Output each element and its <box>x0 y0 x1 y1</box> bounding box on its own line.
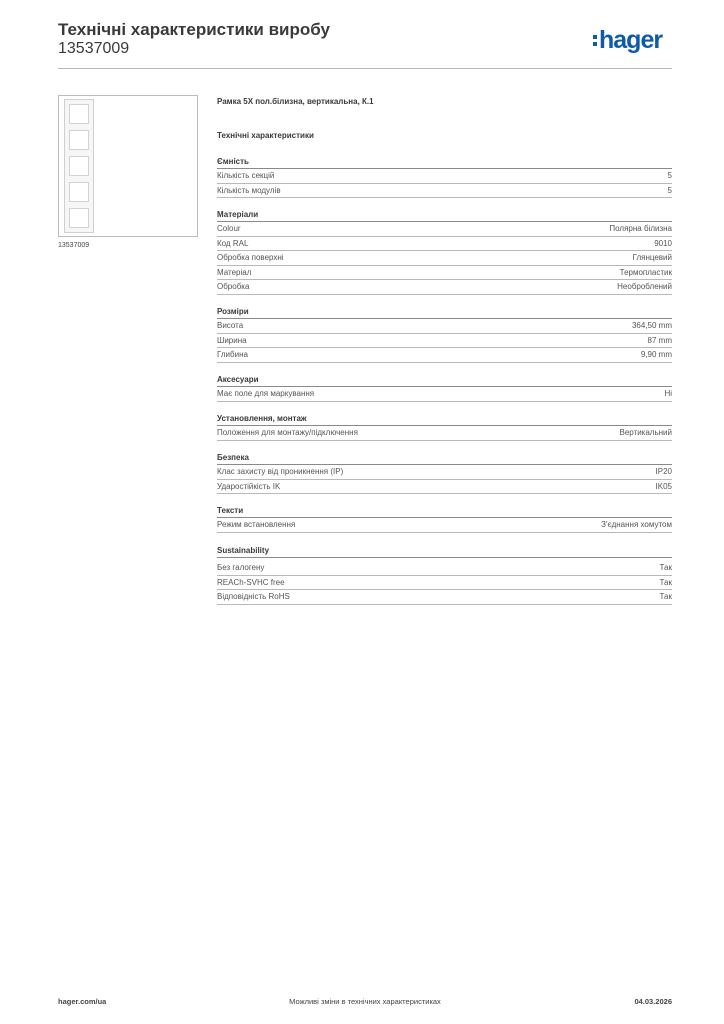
frame-slot <box>69 104 89 124</box>
product-name: Рамка 5X пол.білизна, вертикальна, К.1 <box>217 97 374 106</box>
section-title: Розміри <box>217 305 672 319</box>
spec-label: Colour <box>217 224 241 233</box>
spec-label: Режим встановлення <box>217 520 296 529</box>
spec-label: Код RAL <box>217 238 249 248</box>
section-title: Безпека <box>217 451 672 465</box>
spec-row <box>217 266 672 281</box>
spec-row <box>217 561 672 576</box>
spec-row <box>217 222 672 237</box>
section-title: Тексти <box>217 504 672 518</box>
footer-note: Можливі зміни в технічних характеристиках <box>289 997 441 1006</box>
section-materials <box>217 208 672 295</box>
section-title: Установлення, монтаж <box>217 412 672 426</box>
spec-value: Необроблений <box>617 282 672 291</box>
spec-value: Так <box>659 577 672 587</box>
hager-logo <box>593 27 673 57</box>
spec-label: Глибина <box>217 350 248 359</box>
spec-row <box>217 334 672 349</box>
spec-value: Так <box>659 592 672 601</box>
spec-value: З'єднання хомутом <box>601 520 672 529</box>
spec-label: Кількість модулів <box>217 185 281 195</box>
product-image <box>58 95 198 237</box>
section-installation <box>217 412 672 441</box>
spec-label: Кількість секцій <box>217 171 275 180</box>
spec-label: Обробка поверхні <box>217 253 284 262</box>
spec-value: 5 <box>667 185 672 195</box>
spec-label: REACh-SVHC free <box>217 577 285 587</box>
spec-value: IP20 <box>655 467 672 476</box>
spec-row <box>217 348 672 363</box>
spec-row <box>217 426 672 441</box>
logo-dots-icon <box>593 35 597 49</box>
spec-row <box>217 590 672 605</box>
section-title: Аксесуари <box>217 373 672 387</box>
section-title: Матеріали <box>217 208 672 222</box>
frame-slot <box>69 182 89 202</box>
spec-row <box>217 280 672 295</box>
spec-row <box>217 465 672 480</box>
spec-row <box>217 169 672 184</box>
spec-value: Так <box>659 563 672 572</box>
image-caption: 13537009 <box>58 242 90 249</box>
spec-row <box>217 576 672 591</box>
spec-heading: Технічні характеристики <box>217 131 314 140</box>
spec-value: IK05 <box>655 481 672 491</box>
footer-date: 04.03.2026 <box>634 997 672 1006</box>
spec-label: Має поле для маркування <box>217 389 315 398</box>
spec-value: Термопластик <box>619 267 672 277</box>
spec-label: Ширина <box>217 335 247 345</box>
spec-label: Висота <box>217 321 244 330</box>
spec-row <box>217 319 672 334</box>
spec-value: 9010 <box>654 238 672 248</box>
spec-label: Відповідність RoHS <box>217 592 290 601</box>
spec-label: Клас захисту від проникнення (IP) <box>217 467 344 476</box>
page-title: Технічні характеристики виробу <box>58 20 330 39</box>
section-title: Ємність <box>217 155 672 169</box>
header-divider <box>58 68 672 69</box>
frame-slot <box>69 156 89 176</box>
frame-slot <box>69 130 89 150</box>
frame-illustration <box>64 99 94 233</box>
footer-website[interactable]: hager.com/ua <box>58 997 107 1006</box>
section-safety <box>217 451 672 494</box>
spec-value: 5 <box>667 171 672 180</box>
spec-label: Ударостійкість IK <box>217 481 281 491</box>
spec-row <box>217 184 672 199</box>
spec-value: Глянцевий <box>632 253 672 262</box>
section-capacity <box>217 155 672 198</box>
frame-slot <box>69 208 89 228</box>
spec-value: Ні <box>664 389 672 398</box>
spec-value: Вертикальний <box>619 428 672 437</box>
section-accessories <box>217 373 672 402</box>
section-title: Sustainability <box>217 544 672 558</box>
spec-value: 364,50 mm <box>631 321 672 330</box>
spec-row <box>217 518 672 533</box>
spec-label: Положення для монтажу/підключення <box>217 428 358 437</box>
spec-value: 87 mm <box>647 335 672 345</box>
spec-label: Матеріал <box>217 267 252 277</box>
spec-value: 9,90 mm <box>640 350 672 359</box>
product-code: 13537009 <box>58 40 130 57</box>
spec-row <box>217 251 672 266</box>
spec-label: Обробка <box>217 282 250 291</box>
spec-row <box>217 480 672 495</box>
section-texts <box>217 504 672 533</box>
section-dimensions <box>217 305 672 363</box>
logo-text: hager <box>599 26 663 54</box>
spec-value: Полярна білизна <box>609 224 672 233</box>
spec-row <box>217 387 672 402</box>
spec-label: Без галогену <box>217 563 265 572</box>
section-sustainability <box>217 544 672 605</box>
spec-row <box>217 237 672 252</box>
